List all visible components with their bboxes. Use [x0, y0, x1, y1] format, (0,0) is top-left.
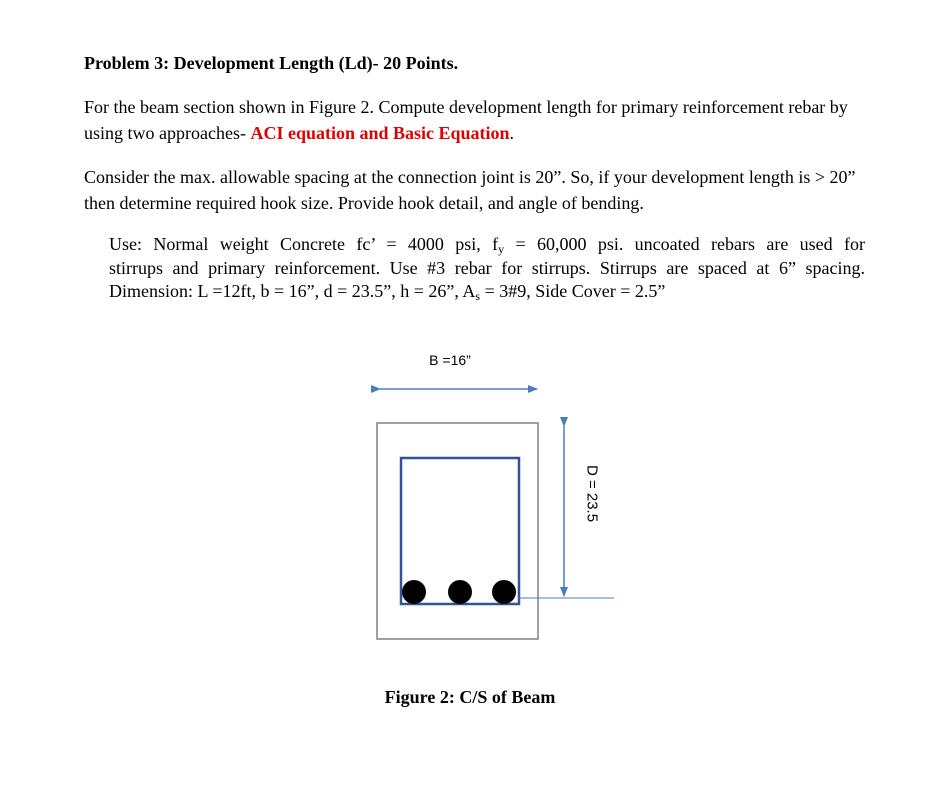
figure-caption: Figure 2: C/S of Beam [384, 687, 556, 707]
given-line-3-b: = 3#9, Side Cover = 2.5” [480, 281, 666, 301]
spacing-note: Consider the max. allowable spacing at the connection joint is 20”. So, if your development length is > 20” then determine required hook size. Provide hook detail, and angle of bending. [84, 167, 856, 213]
fy-subscript: y [498, 242, 505, 256]
statement-text: For the beam section shown in Figure 2. Compute development length for primary reinforcement rebar by using two approaches- [84, 97, 848, 143]
given-line-2: stirrups and primary reinforcement. Use #3 rebar for stirrups. Stirrups are spaced at 6” spacing. [109, 257, 865, 278]
statement-end: . [509, 123, 515, 143]
rebar [492, 580, 516, 604]
rebar [402, 580, 426, 604]
given-line-1-b: = 60,000 psi. uncoated rebars are used for [504, 234, 865, 254]
rebar [448, 580, 472, 604]
given-line-3-a: Dimension: L =12ft, b = 16”, d = 23.5”, h = 26”, A [109, 281, 476, 301]
width-dimension-label: B =16” [429, 352, 471, 368]
as-subscript: s [475, 289, 481, 303]
given-line-1-a: Use: Normal weight Concrete fc’ = 4000 psi, f [109, 234, 499, 254]
problem-title: Problem 3: Development Length (Ld)- 20 Points. [84, 53, 459, 73]
depth-dimension-label: D = 23.5 [583, 464, 601, 523]
method-highlight: ACI equation and Basic Equation [250, 123, 510, 143]
